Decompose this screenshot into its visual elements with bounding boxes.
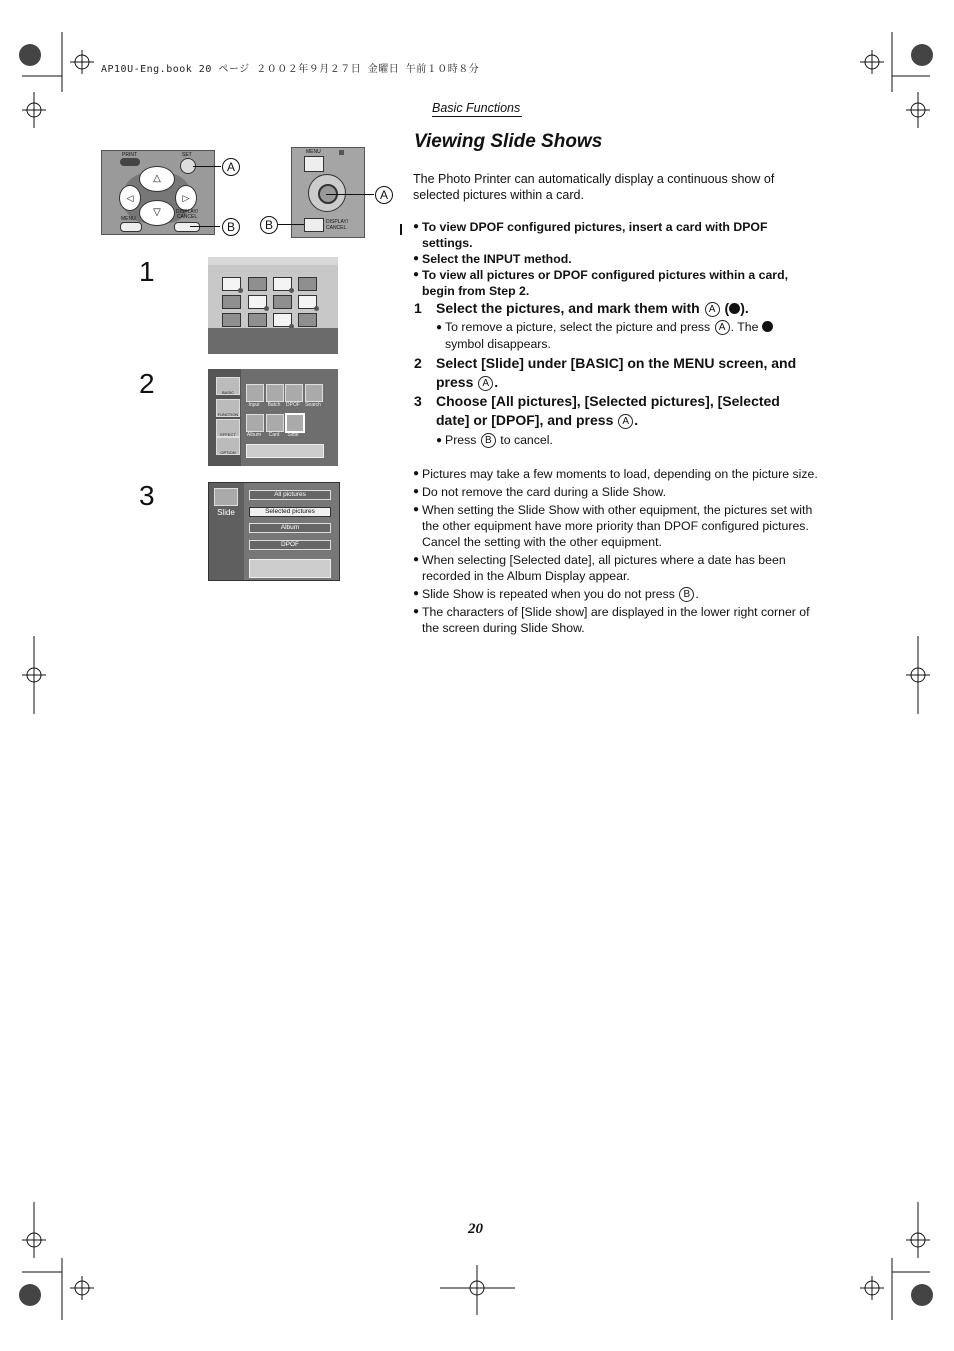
option-all-pictures: All pictures [249, 490, 331, 500]
thumbnail-selection-screen [208, 257, 338, 354]
page-number: 20 [468, 1221, 483, 1237]
step-3-note: ● Press B to cancel. [436, 433, 553, 447]
menu-tab-function: FUNCTION [216, 399, 240, 417]
section-label: Basic Functions [432, 101, 521, 115]
page-title: Viewing Slide Shows [414, 131, 603, 152]
note: ● The characters of [Slide show] are displayed in the lower right corner of the screen during Slide Show. [413, 605, 810, 635]
card-icon [266, 414, 284, 432]
callout-b: B [222, 218, 240, 236]
note: ● Slide Show is repeated when you do not press B . [413, 587, 699, 601]
input-icon [246, 384, 264, 402]
notes-list [413, 466, 823, 638]
figure-step-number: 3 [139, 480, 155, 511]
note: ● When setting the Slide Show with other equipment, the pictures set with the other equipment have more priority than DPOF configured pictures. Cancel the setting with the other equipment. [413, 503, 813, 549]
remote-control-illustration: PRINT SET △ ▽ ◁ ▷ MENU DISPLAY/ CANCEL [101, 150, 215, 235]
step-1-note: ● To remove a picture, select the picture and press A . The symbol disappears. [436, 319, 806, 353]
intro-paragraph: The Photo Printer can automatically display a continuous show of selected pictures within a card. [413, 172, 775, 202]
album-icon [246, 414, 264, 432]
menu-tab-basic: BASIC [216, 377, 240, 395]
option-selected-pictures: Selected pictures [249, 507, 331, 517]
callout-b: B [260, 216, 278, 234]
callout-a: A [375, 186, 393, 204]
note: ● When selecting [Selected date], all pictures where a date has been recorded in the Album Display appear. [413, 553, 786, 583]
pre-note: ● To view DPOF configured pictures, insert a card with DPOF settings. [413, 220, 768, 250]
option-album: Album [249, 523, 331, 533]
mark-dot-icon [762, 321, 773, 332]
search-icon [305, 384, 323, 402]
printer-panel-illustration: MENU DISPLAY/ CANCEL [291, 147, 365, 238]
change-bar [400, 224, 402, 235]
figure-step-number: 1 [139, 256, 155, 287]
pre-notes [413, 219, 813, 299]
mark-dot-icon [729, 303, 740, 314]
slide-options-screen [208, 482, 340, 581]
option-dpof: DPOF [249, 540, 331, 550]
print-header: AP10U-Eng.book 20 ページ ２００２年９月２７日 金曜日 午前１０時８分 [101, 64, 480, 75]
slide-icon [285, 413, 305, 433]
menu-tab-option: OPTION [216, 437, 240, 455]
step-1: 1 Select the pictures, and mark them with A ( ). [414, 300, 749, 316]
step-2: 2 Select [Slide] under [BASIC] on the MENU screen, and press A . [414, 355, 797, 390]
pre-note: ● Select the INPUT method. [413, 252, 572, 266]
menu-screen: BASIC FUNCTION EFFECT OPTION Input Batch DPOF Search Album Card Slide [208, 369, 338, 466]
figure-step-number: 2 [139, 368, 155, 399]
callout-a: A [222, 158, 240, 176]
slide-label: Slide [217, 508, 235, 517]
batch-icon [266, 384, 284, 402]
menu-tab-effect: EFFECT [216, 419, 240, 437]
slide-icon [214, 488, 238, 506]
step-3: 3 Choose [All pictures], [Selected pictures], [Selected date] or [DPOF], and press A . [414, 393, 780, 428]
note: ● Do not remove the card during a Slide Show. [413, 485, 667, 499]
button-a-symbol: A [705, 302, 720, 317]
dpof-icon [285, 384, 303, 402]
pre-note: ● To view all pictures or DPOF configured pictures within a card, begin from Step 2. [413, 268, 789, 298]
note: ● Pictures may take a few moments to load, depending on the picture size. [413, 467, 818, 481]
